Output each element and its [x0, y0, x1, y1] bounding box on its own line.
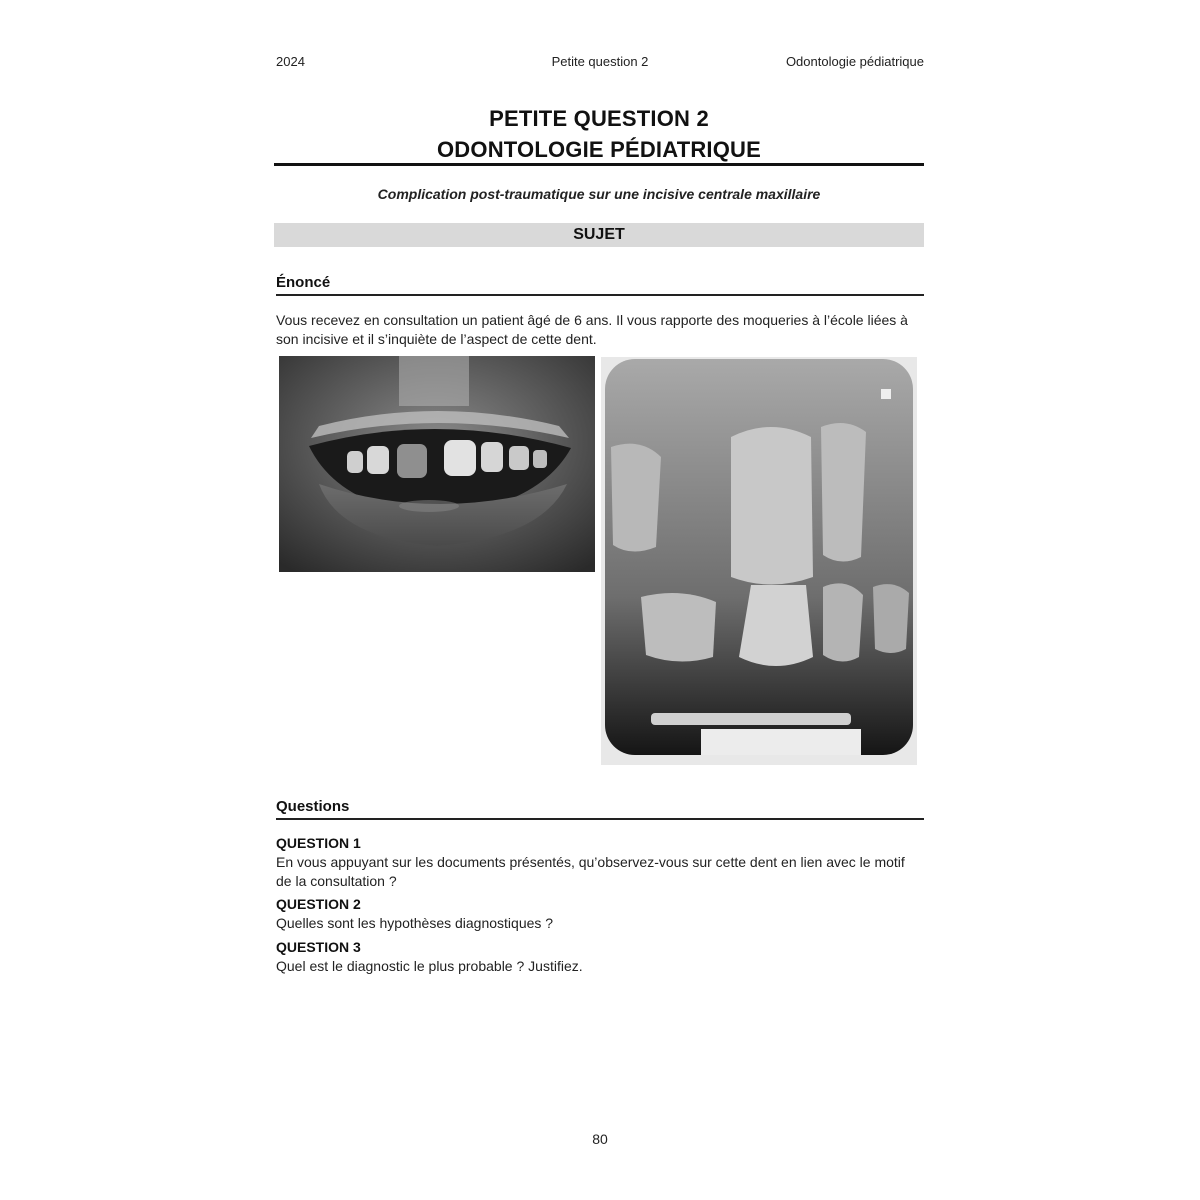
running-header — [276, 54, 924, 74]
question-3 — [276, 938, 924, 976]
enonce-divider — [276, 294, 924, 296]
questions-heading: Questions — [276, 798, 350, 815]
question-3-line-1: Quel est le diagnostic le plus probable ? Justifiez. — [276, 958, 583, 974]
page-number: 80 — [592, 1131, 608, 1147]
question-1-line-1: En vous appuyant sur les documents présentés, qu’observez-vous sur cette dent en lien avec le motif — [276, 854, 905, 870]
page-title — [274, 103, 924, 165]
enonce-line-1: Vous recevez en consultation un patient âgé de 6 ans. Il vous rapporte des moqueries à l’école liées à — [276, 312, 908, 328]
title-line-2: ODONTOLOGIE PÉDIATRIQUE — [436, 137, 762, 162]
xray-drawing — [601, 357, 917, 765]
enonce-heading: Énoncé — [276, 274, 331, 291]
question-2-line-1: Quelles sont les hypothèses diagnostiques ? — [276, 915, 554, 931]
header-discipline: Odontologie pédiatrique — [785, 54, 924, 69]
question-2-label: QUESTION 2 — [276, 896, 361, 912]
header-section: Petite question 2 — [551, 54, 649, 69]
enonce-line-2: son incisive et il s’inquiète de l’aspect de cette dent. — [276, 331, 597, 347]
title-line-1: PETITE QUESTION 2 — [489, 106, 709, 131]
question-1-line-2: de la consultation ? — [276, 873, 397, 889]
question-3-label: QUESTION 3 — [276, 939, 361, 955]
intraoral-photo-drawing — [279, 356, 595, 572]
intraoral-photo — [279, 356, 595, 572]
enonce-text — [276, 311, 924, 349]
question-2 — [276, 895, 924, 933]
questions-divider — [276, 818, 924, 820]
subtitle: Complication post-traumatique sur une incisive centrale maxillaire — [377, 186, 821, 202]
retroalveolar-xray — [601, 357, 917, 765]
question-1-label: QUESTION 1 — [276, 835, 361, 851]
sujet-banner: SUJET — [274, 223, 924, 247]
title-divider — [274, 163, 924, 166]
question-1 — [276, 834, 924, 891]
header-year: 2024 — [276, 54, 305, 69]
